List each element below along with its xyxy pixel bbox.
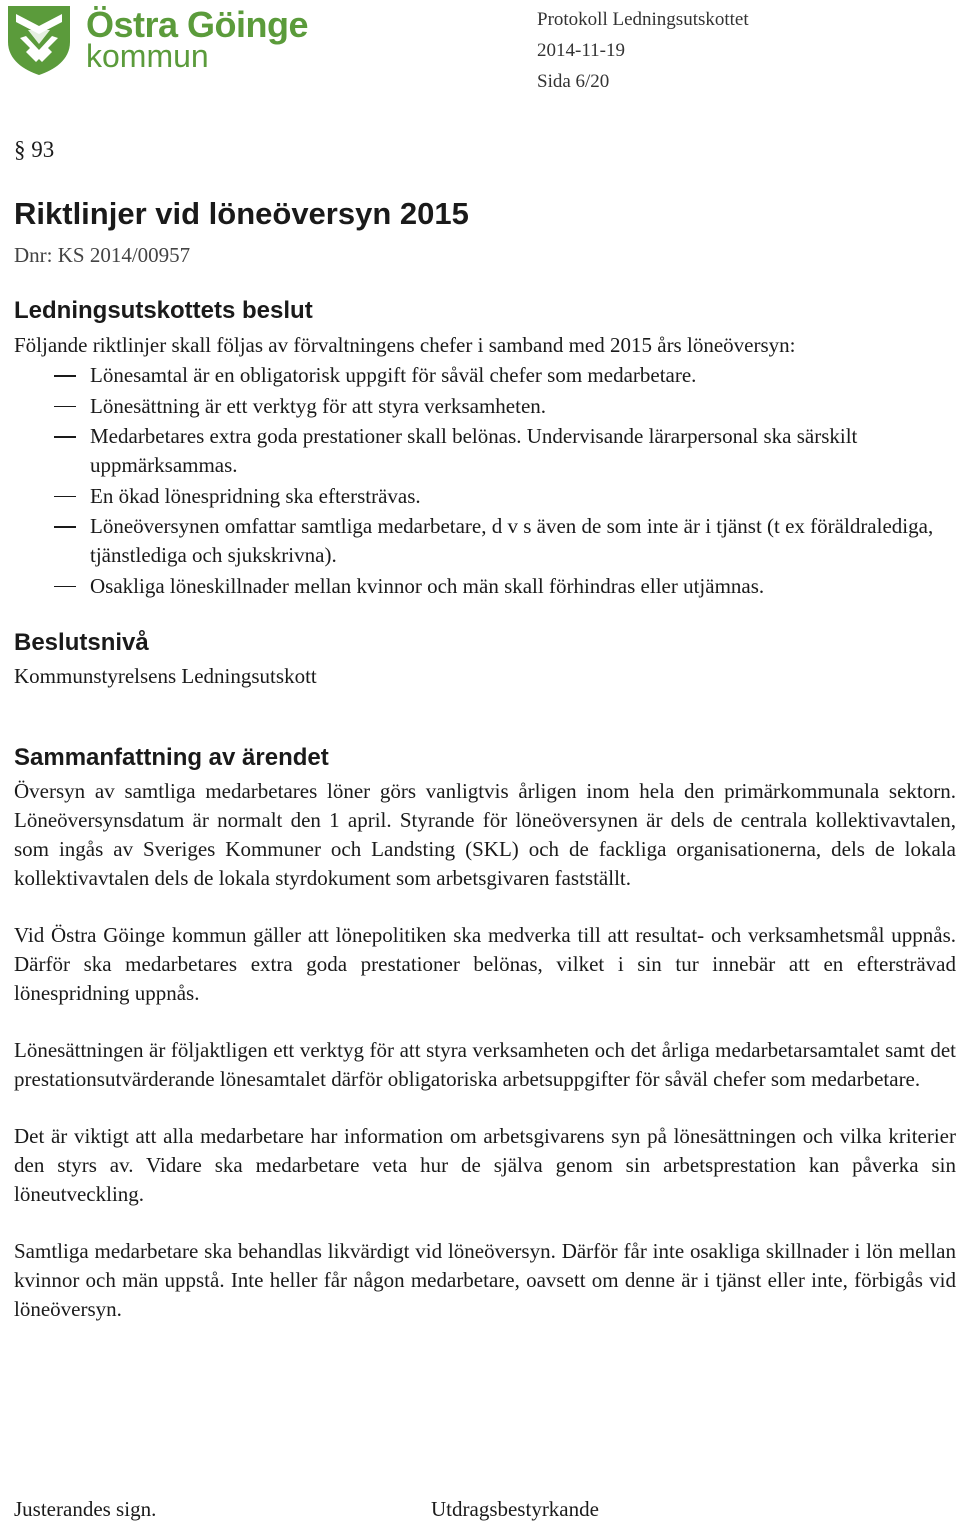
dash-bullet-icon <box>54 496 76 498</box>
footer-certification-label: Utdragsbestyrkande <box>431 1497 599 1521</box>
decision-heading: Ledningsutskottets beslut <box>14 297 313 324</box>
list-item <box>14 392 956 421</box>
dash-bullet-icon <box>54 586 76 588</box>
logo-wordmark-line2: kommun <box>86 38 209 74</box>
summary-heading: Sammanfattning av ärendet <box>14 744 329 771</box>
dash-bullet-icon <box>54 436 76 438</box>
list-item-text: Löneöversynen omfattar samtliga medarbetare, d v s även de som inte är i tjänst (t ex föräldralediga, tjänstlediga och sjukskrivna). <box>90 514 934 567</box>
list-item-text: Lönesamtal är en obligatorisk uppgift för såväl chefer som medarbetare. <box>90 363 697 387</box>
document-header-info <box>537 4 749 97</box>
summary-body <box>14 777 956 1352</box>
section-number: § 93 <box>14 137 55 162</box>
summary-paragraph: Vid Östra Göinge kommun gäller att lönepolitiken ska medverka till att resultat- och verksamhetsmål uppnås. Därför ska medarbetares extra goda prestationer belönas, vilket i sin tur innebär att en eftersträvad lönespridning uppnås. <box>14 923 956 1005</box>
list-item-text: Osakliga löneskillnader mellan kvinnor och män skall förhindras eller utjämnas. <box>90 573 765 598</box>
dash-bullet-icon <box>54 406 76 408</box>
document-date: 2014-11-19 <box>537 40 625 61</box>
coat-of-arms-icon <box>6 4 72 76</box>
document-type: Protokoll Ledningsutskottet <box>537 9 749 30</box>
summary-paragraph: Det är viktigt att alla medarbetare har information om arbetsgivarens syn på lönesättningen och vilka kriterier den styrs av. Vidare ska medarbetare veta hur de själva genom sin arbetsprestation kan påverka sin löneutveckling. <box>14 1124 956 1206</box>
summary-paragraph: Översyn av samtliga medarbetares löner görs vanligtvis årligen inom hela den primärkommunala sektorn. Löneöversynsdatum är normalt den 1 april. Styrande för löneöversynen är dels de centrala kollektivavtalen, som ingås av Sveriges Kommuner och Landsting (SKL) och de fackliga organisationerna, dels de lokala kollektivavtalen dels de lokala styrdokument som arbetsgivaren fastställt. <box>14 779 956 890</box>
page-title: Riktlinjer vid löneöversyn 2015 <box>14 196 469 231</box>
dash-bullet-icon <box>54 526 76 528</box>
decision-level-text: Kommunstyrelsens Ledningsutskott <box>14 664 317 688</box>
decision-list <box>14 361 956 602</box>
list-item <box>14 482 956 511</box>
list-item-text: Medarbetares extra goda prestationer skall belönas. Undervisande lärarpersonal ska särskilt uppmärksammas. <box>90 424 858 477</box>
list-item-text: En ökad lönespridning ska eftersträvas. <box>90 483 421 508</box>
decision-intro: Följande riktlinjer skall följas av förvaltningens chefer i samband med 2015 års löneöversyn: <box>14 333 796 357</box>
list-item <box>14 512 956 570</box>
list-item <box>14 422 956 480</box>
logo-wordmark-line1: Östra Göinge <box>86 4 309 45</box>
list-item <box>14 572 956 601</box>
decision-level-heading: Beslutsnivå <box>14 629 149 656</box>
list-item <box>14 361 956 390</box>
municipality-logo <box>6 4 309 80</box>
summary-paragraph: Lönesättningen är följaktligen ett verktyg för att styra verksamheten och det årliga medarbetarsamtalet samt det prestationsutvärderande lönesamtalet därför obligatoriska arbetsuppgifter för såväl chefer som medarbetare. <box>14 1038 956 1091</box>
footer-signature-label: Justerandes sign. <box>14 1497 157 1521</box>
dash-bullet-icon <box>54 375 76 377</box>
summary-paragraph: Samtliga medarbetare ska behandlas likvärdigt vid löneöversyn. Därför får inte osakliga skillnader i lön mellan kvinnor och män uppstå. Inte heller får någon medarbetare, oavsett om denne är i tjänst eller inte, förbigås vid löneöversyn. <box>14 1239 956 1321</box>
diary-number: Dnr: KS 2014/00957 <box>14 243 191 267</box>
page-number: Sida 6/20 <box>537 71 610 92</box>
list-item-text: Lönesättning är ett verktyg för att styra verksamheten. <box>90 393 547 418</box>
